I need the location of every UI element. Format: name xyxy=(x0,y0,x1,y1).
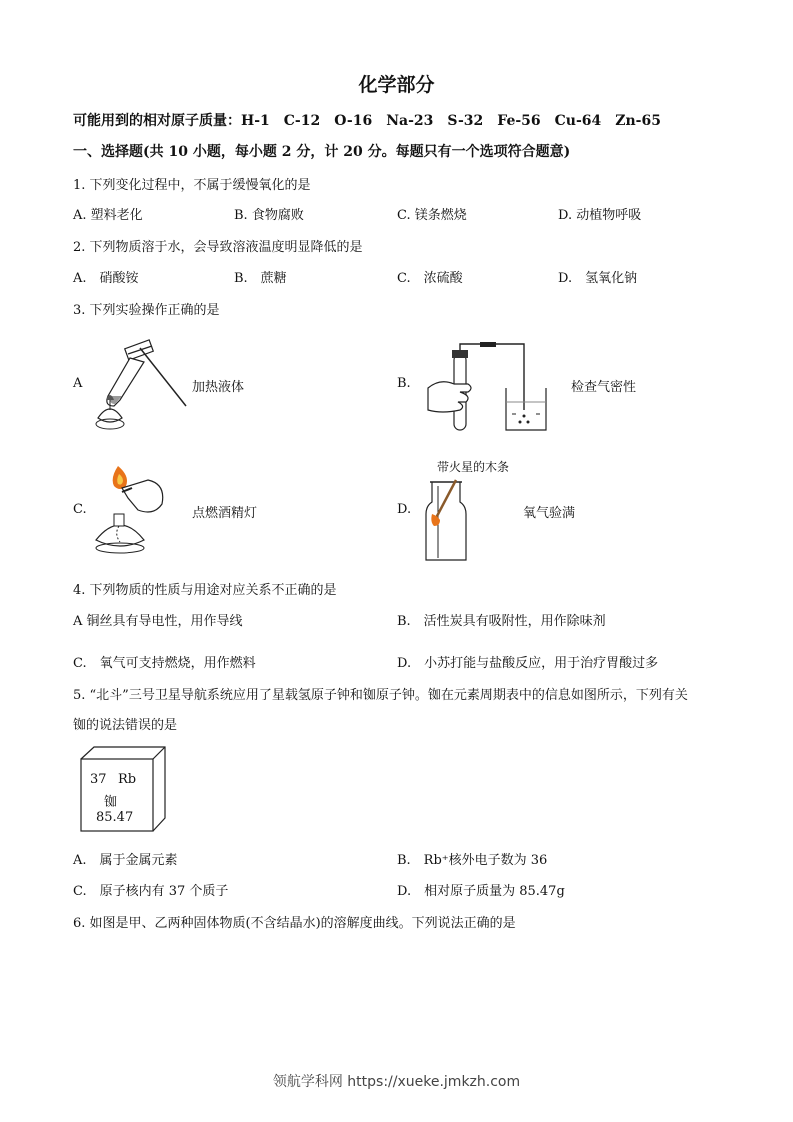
element-number: 37 xyxy=(90,772,107,787)
q3-a-text: 加热液体 xyxy=(192,380,245,395)
airtightness-check-illustration xyxy=(420,340,560,435)
q4-stem: 4. 下列物质的性质与用途对应关系不正确的是 xyxy=(73,583,337,598)
q2-option-b: B. 蔗糖 xyxy=(234,271,287,286)
q1-option-c: C. 镁条燃烧 xyxy=(397,208,467,223)
q3-d-text: 氧气验满 xyxy=(523,506,576,521)
q5-option-b: B. Rb⁺核外电子数为 36 xyxy=(397,853,548,868)
q4-option-d: D. 小苏打能与盐酸反应，用于治疗胃酸过多 xyxy=(397,656,659,671)
q3-b-letter: B. xyxy=(397,376,411,391)
q3-b-text: 检查气密性 xyxy=(571,380,637,395)
q4-option-c: C. 氧气可支持燃烧，用作燃料 xyxy=(73,656,256,671)
q2-stem: 2. 下列物质溶于水，会导致溶液温度明显降低的是 xyxy=(73,240,363,255)
q4-option-a: A 铜丝具有导电性，用作导线 xyxy=(73,614,243,629)
element-name: 铷 xyxy=(104,795,118,810)
page-title: 化学部分 xyxy=(358,74,435,96)
element-symbol: Rb xyxy=(118,772,137,787)
q2-option-c: C. 浓硫酸 xyxy=(397,271,463,286)
q1-option-a: A. 塑料老化 xyxy=(73,208,143,223)
q4-option-b: B. 活性炭具有吸附性，用作除味剂 xyxy=(397,614,606,629)
q3-a-letter: A xyxy=(73,376,83,391)
oxygen-full-test-illustration xyxy=(420,476,480,562)
q2-option-d: D. 氢氧化钠 xyxy=(558,271,638,286)
footer-watermark: 领航学科网 https://xueke.jmkzh.com xyxy=(272,1074,521,1090)
element-mass: 85.47 xyxy=(96,810,134,825)
heating-liquid-illustration xyxy=(90,340,190,432)
atomic-mass-line: 可能用到的相对原子质量：H-1 C-12 O-16 Na-23 S-32 Fe-56 Cu-64 Zn-65 xyxy=(73,113,661,129)
q3-c-text: 点燃酒精灯 xyxy=(192,506,258,521)
q5-stem-line2: 铷的说法错误的是 xyxy=(73,718,178,733)
q5-stem-line1: 5. “北斗”三号卫星导航系统应用了星载氢原子钟和铷原子钟。铷在元素周期表中的信息如图所示，下列有关 xyxy=(73,688,688,703)
q1-stem: 1. 下列变化过程中，不属于缓慢氧化的是 xyxy=(73,178,311,193)
element-card-rubidium xyxy=(80,746,166,832)
lighting-alcohol-lamp-illustration xyxy=(92,464,182,556)
q3-c-letter: C. xyxy=(73,502,87,517)
q1-option-b: B. 食物腐败 xyxy=(234,208,304,223)
q5-option-d: D. 相对原子质量为 85.47g xyxy=(397,884,565,899)
q3-d-letter: D. xyxy=(397,502,412,517)
q3-d-figure-label: 带火星的木条 xyxy=(437,460,510,474)
q1-option-d: D. 动植物呼吸 xyxy=(558,208,642,223)
q5-option-c: C. 原子核内有 37 个质子 xyxy=(73,884,229,899)
q2-option-a: A. 硝酸铵 xyxy=(73,271,139,286)
q6-stem: 6. 如图是甲、乙两种固体物质(不含结晶水)的溶解度曲线。下列说法正确的是 xyxy=(73,916,516,931)
q5-option-a: A. 属于金属元素 xyxy=(73,853,178,868)
section-heading: 一、选择题(共 10 小题，每小题 2 分，计 20 分。每题只有一个选项符合题意) xyxy=(73,144,571,160)
q3-stem: 3. 下列实验操作正确的是 xyxy=(73,303,220,318)
